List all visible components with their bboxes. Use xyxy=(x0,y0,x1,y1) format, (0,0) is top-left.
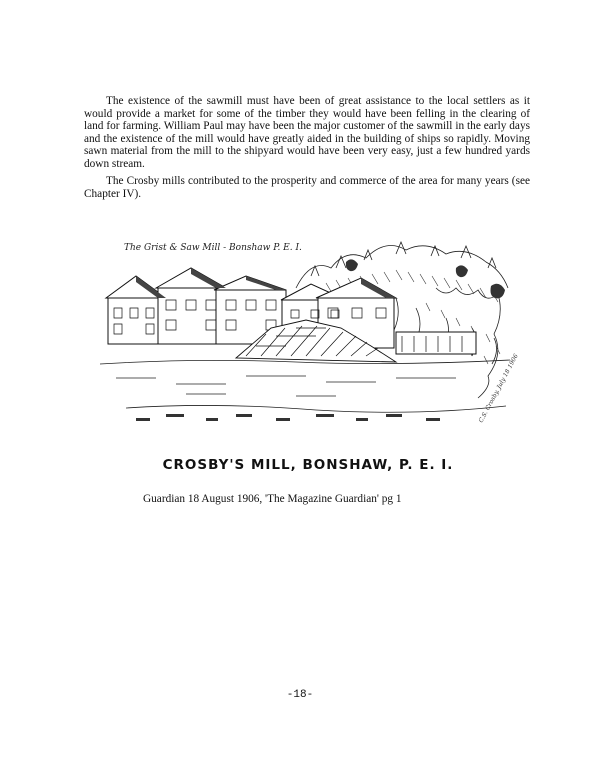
paragraph-crosby-mills xyxy=(84,175,530,200)
paragraph-2-text: The Crosby mills contributed to the prosperity and commerce of the area for many years (see Chapter IV). xyxy=(84,175,530,200)
figure-caption: Guardian 18 August 1906, 'The Magazine Guardian' pg 1 xyxy=(143,493,402,505)
page-number: -18- xyxy=(286,689,314,701)
paragraph-1-text: The existence of the sawmill must have been of great assistance to the local settlers as it would provide a market for some of the timber they would have been felling in the clearing of land for farming. William Paul may have been the major customer of the sawmill in the early days and the existence of the mill would have greatly aided in the building of ships so rapidly. Moving sawn material from the mill to the shipyard would have been very easy, just a few hundred yards down stream. xyxy=(84,95,530,170)
paragraph-sawmill-existence xyxy=(84,95,530,171)
illustration-handwritten-title: The Grist & Saw Mill - Bonshaw P. E. I. xyxy=(124,243,302,253)
illustration-signature: C.S. Crosby, July 18 1906 xyxy=(477,352,520,424)
illustration-printed-title: CROSBY'S MILL, BONSHAW, P. E. I. xyxy=(162,457,454,473)
shore-marks xyxy=(136,414,440,421)
water-and-banks xyxy=(100,360,510,412)
crosbys-mill-illustration xyxy=(96,228,520,480)
